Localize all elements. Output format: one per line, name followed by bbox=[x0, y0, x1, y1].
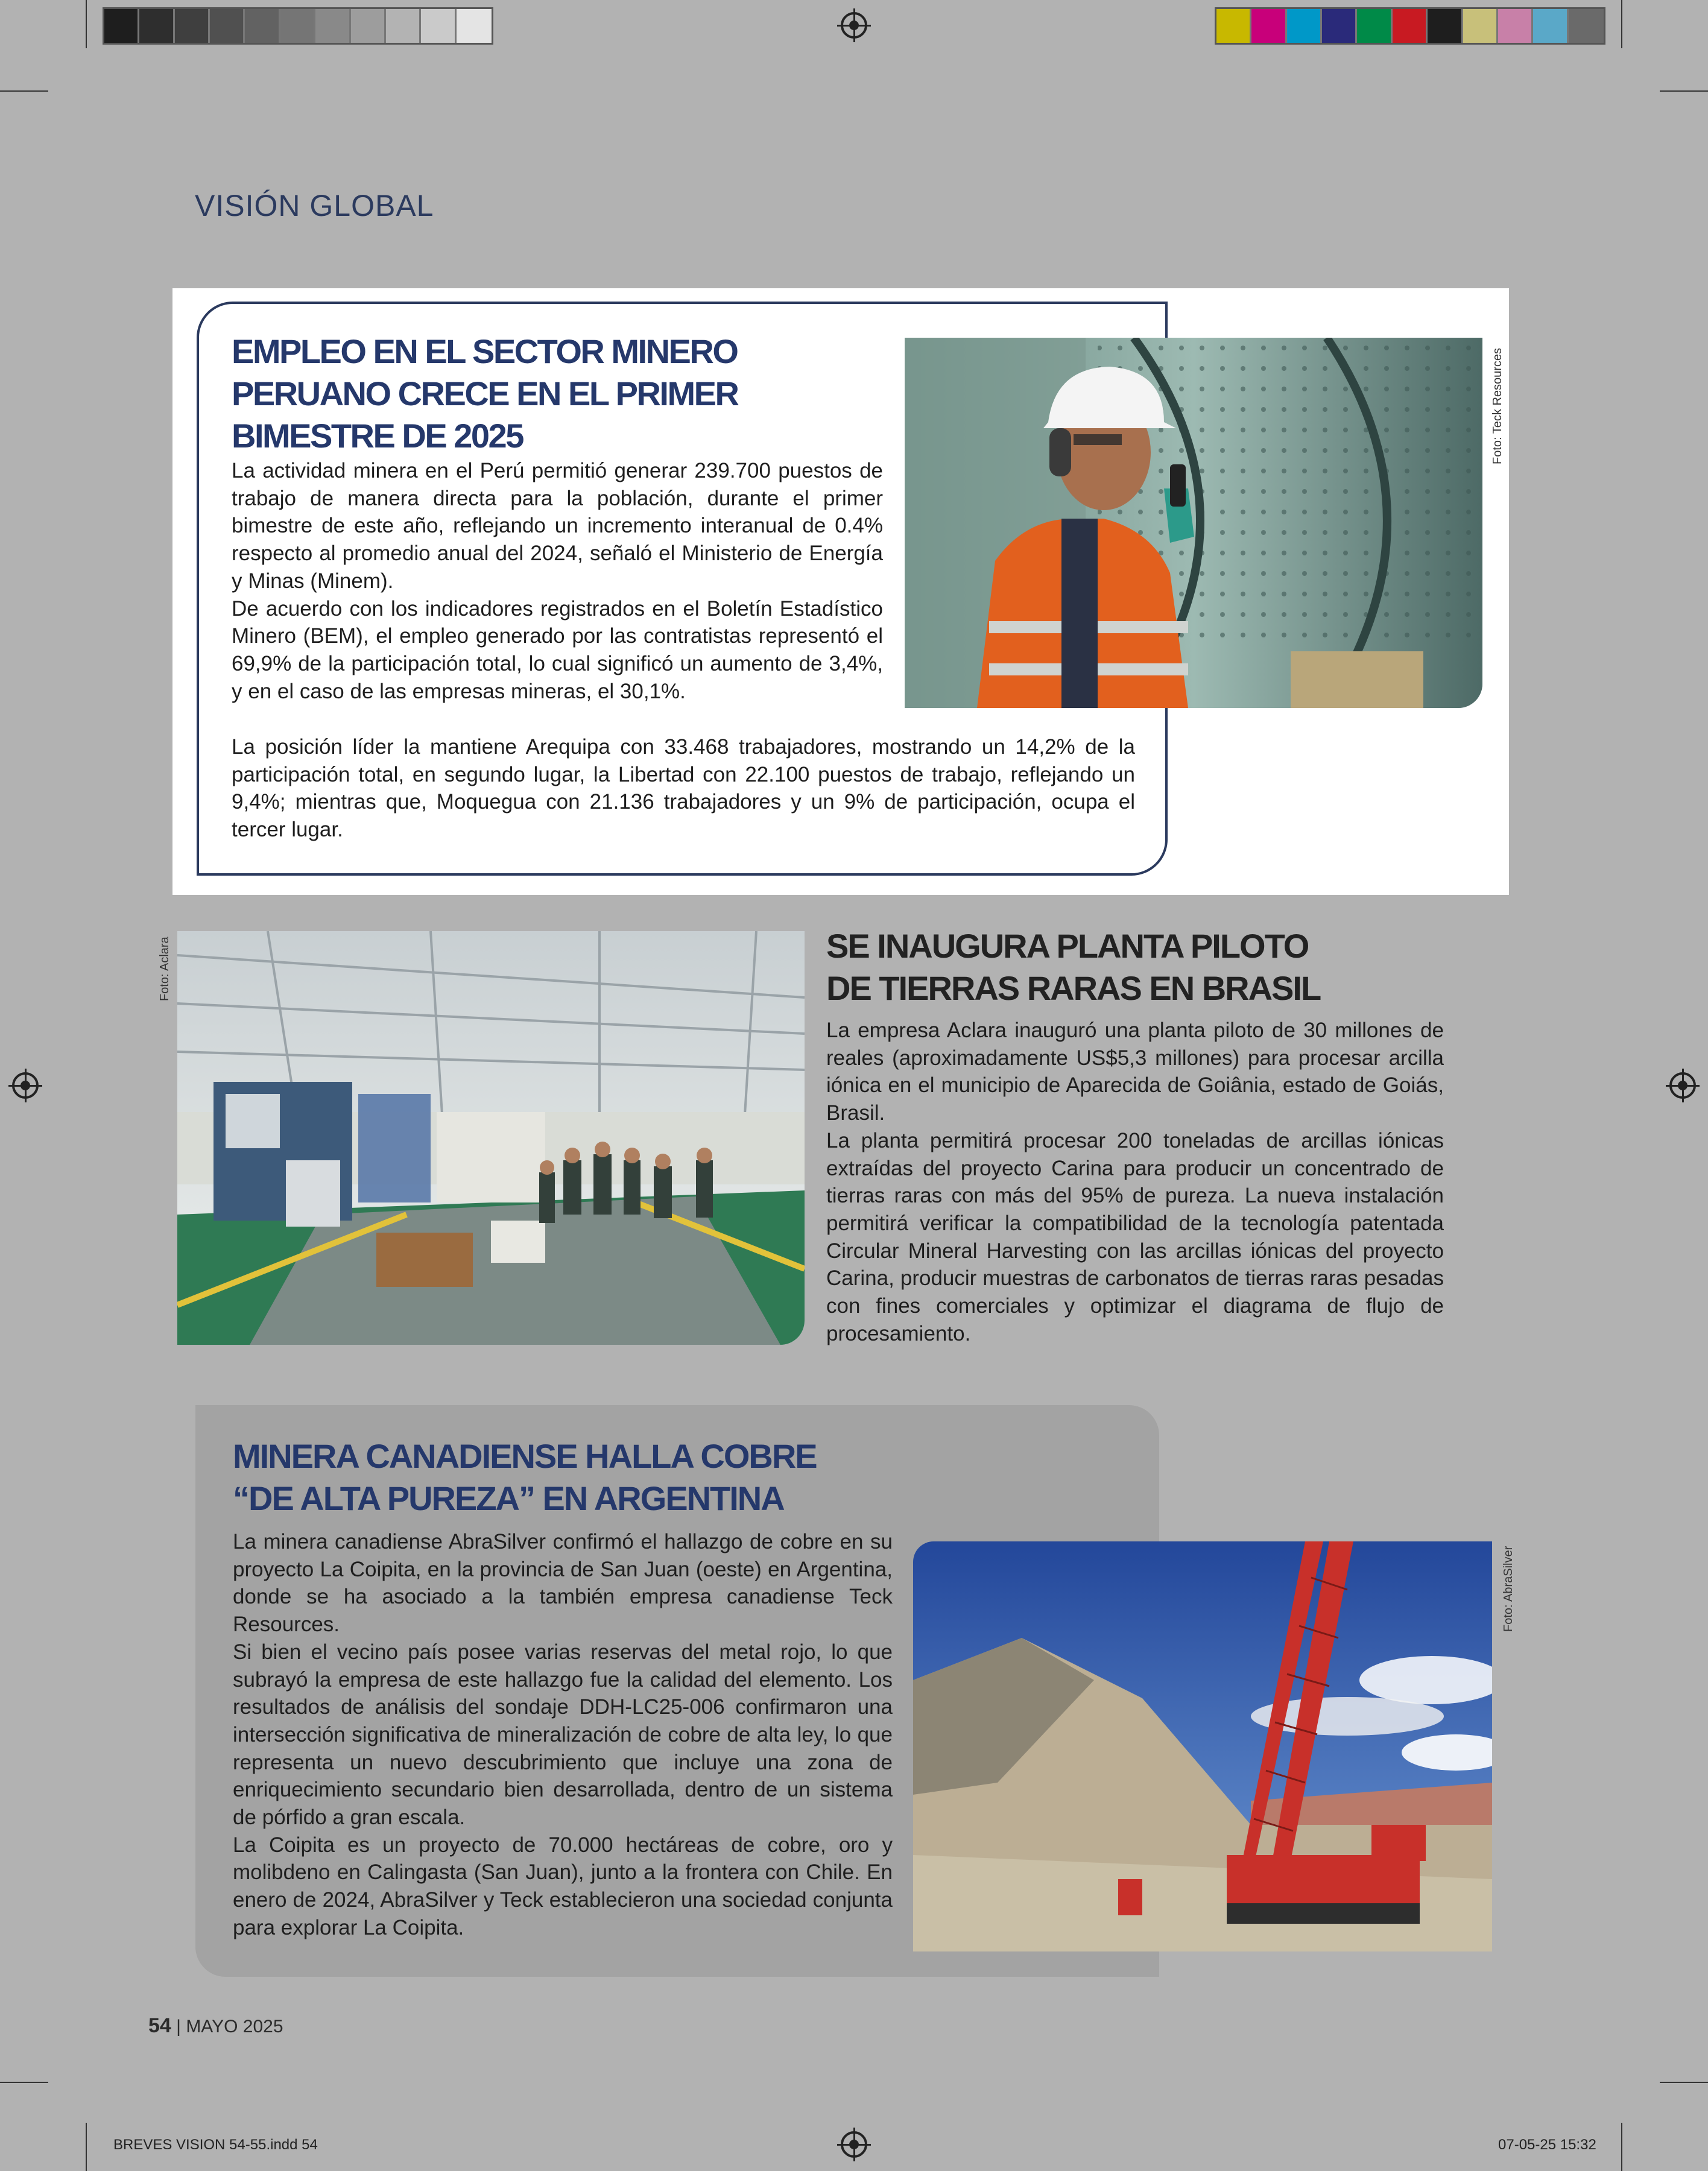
color-swatch bbox=[210, 9, 245, 43]
crop-mark bbox=[86, 2123, 87, 2171]
color-swatch bbox=[1428, 9, 1463, 43]
color-swatch bbox=[1287, 9, 1322, 43]
rare-earth-plant-photo bbox=[177, 931, 805, 1345]
article-copper-body: La minera canadiense AbraSilver confirmó el hallazgo de cobre en su proyecto La Coipita, en la provincia de San Juan (oeste) en Argentina, donde se ha asociado a la también empresa canadiense Teck Resources. Si bien el vecino país posee varias reservas del metal rojo, lo que subrayó la empresa de este hallazgo fue la calidad del elemento. Los resultados de análisis del sondaje DDH-LC25-006 confirmaron una intersección significativa de mineralización de cobre de alta ley, lo que representa un nuevo descubrimiento que incluye una zona de enriquecimiento secundario bien desarrollada, dentro de un sistema de pórfido a gran escala. La Coipita es un proyecto de 70.000 hectáreas de cobre, oro y molibdeno en Calingasta (San Juan), junto a la frontera con Chile. En enero de 2024, AbraSilver y Teck establecieron una sociedad conjunta para explorar La Coipita. bbox=[233, 1530, 893, 1939]
registration-mark-left bbox=[12, 1072, 39, 1099]
color-swatch bbox=[104, 9, 139, 43]
color-swatch bbox=[1498, 9, 1533, 43]
color-swatch bbox=[1251, 9, 1286, 43]
slug-timestamp: 07-05-25 15:32 bbox=[1498, 2137, 1596, 2153]
color-swatch bbox=[386, 9, 421, 43]
crop-mark bbox=[1621, 0, 1622, 48]
crop-mark bbox=[1621, 2123, 1622, 2171]
color-swatch bbox=[1357, 9, 1392, 43]
page-folio bbox=[148, 2014, 283, 2038]
article-rare-earth-body: La empresa Aclara inauguró una planta piloto de 30 millones de reales (aproximadamente US$5,3 millones) para procesar arcilla iónica en el municipio de Aparecida de Goiânia, estado de Goiás, Brasil. La planta permitirá procesar 200 toneladas de arcillas iónicas extraídas del proyecto Carina para producir un concentrado de tierras raras con más del 95% de pureza. La nueva instalación permitirá verificar la compatibilidad de la tecnología patentada Circular Mineral Harvesting con las arcillas iónicas del proyecto Carina, producir muestras de carbonatos de tierras raras pesadas con fines comerciales y optimizar el diagrama de flujo de procesamiento. bbox=[826, 1019, 1444, 1345]
color-swatch bbox=[421, 9, 456, 43]
article-employment-body: La actividad minera en el Perú permitió generar 239.700 puestos de trabajo de manera directa para la población, durante el primer bimestre de este año, reflejando un incremento interanual de 0.4% respecto al promedio anual del 2024, señaló el Ministerio de Energía y Minas (Minem). De acuerdo con los indicadores registrados en el Boletín Estadístico Minero (BEM), el empleo generado por las contratistas representó el 69,9% de la participación total, lo cual significó un aumento de 3,4%, y en el caso de las empresas mineras, el 30,1%. bbox=[232, 459, 883, 703]
slug-filename: BREVES VISION 54-55.indd 54 bbox=[113, 2137, 318, 2153]
miner-worker-photo bbox=[905, 338, 1482, 708]
color-swatch bbox=[1216, 9, 1251, 43]
section-label: VISIÓN GLOBAL bbox=[195, 189, 434, 223]
issue-date: MAYO 2025 bbox=[186, 2017, 283, 2037]
color-swatch bbox=[1569, 9, 1604, 43]
crop-mark bbox=[0, 2082, 48, 2083]
grayscale-color-bar bbox=[103, 7, 493, 45]
page-number: 54 bbox=[148, 2014, 171, 2037]
registration-mark-right bbox=[1669, 1072, 1696, 1099]
color-swatch bbox=[315, 9, 350, 43]
registration-mark-top bbox=[841, 12, 867, 39]
color-swatch bbox=[1533, 9, 1568, 43]
color-swatch bbox=[1322, 9, 1357, 43]
color-swatch bbox=[351, 9, 386, 43]
crop-mark bbox=[86, 0, 87, 48]
color-swatch bbox=[457, 9, 492, 43]
color-swatch bbox=[139, 9, 174, 43]
registration-mark-bottom bbox=[841, 2131, 867, 2158]
photo-credit-teck: Foto: Teck Resources bbox=[1491, 347, 1504, 464]
article-employment-title: EMPLEO EN EL SECTOR MINERO PERUANO CRECE EN EL PRIMER BIMESTRE DE 2025 bbox=[232, 332, 738, 455]
color-swatch bbox=[1463, 9, 1498, 43]
article-rare-earth-title: SE INAUGURA PLANTA PILOTO DE TIERRAS RARAS EN BRASIL bbox=[826, 927, 1321, 1007]
crop-mark bbox=[1660, 90, 1708, 92]
article-employment-body-wide: La posición líder la mantiene Arequipa con 33.468 trabajadores, mostrando un 14,2% de la participación total, en segundo lugar, la Libertad con 22.100 puestos de trabajo, reflejando un 9,4%; mientras que, Moquegua con 21.136 trabajadores y un 9% de participación, ocupa el tercer lugar. bbox=[232, 735, 1135, 842]
photo-credit-aclara: Foto: Aclara bbox=[158, 937, 171, 1001]
color-swatch bbox=[245, 9, 280, 43]
crop-mark bbox=[1660, 2082, 1708, 2083]
photo-credit-abrasilver: Foto: AbraSilver bbox=[1502, 1546, 1515, 1632]
color-swatch bbox=[1393, 9, 1428, 43]
drilling-rig-photo bbox=[913, 1541, 1492, 1951]
article-copper-title: MINERA CANADIENSE HALLA COBRE “DE ALTA PUREZA” EN ARGENTINA bbox=[233, 1437, 817, 1517]
folio-separator: | bbox=[176, 2017, 181, 2037]
process-color-bar bbox=[1215, 7, 1605, 45]
crop-mark bbox=[0, 90, 48, 92]
color-swatch bbox=[175, 9, 210, 43]
color-swatch bbox=[280, 9, 315, 43]
